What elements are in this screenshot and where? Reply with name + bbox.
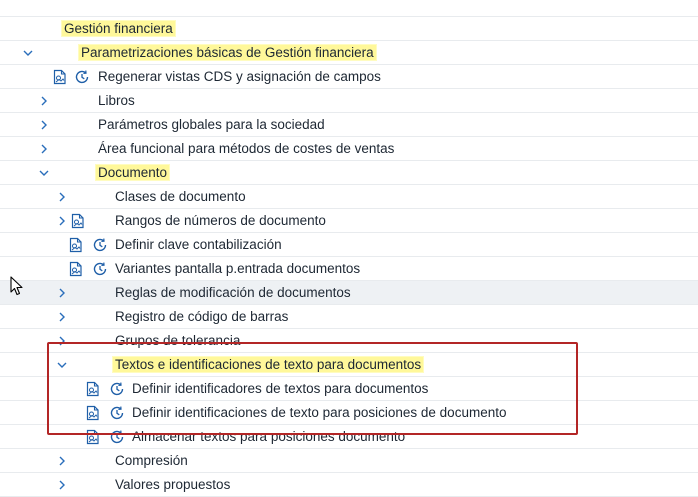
tree-node-label[interactable] (64, 17, 176, 41)
tree-node-text: Clases de documento (115, 189, 246, 204)
img-document-icon[interactable] (85, 381, 101, 397)
tree-row[interactable] (0, 233, 698, 257)
tree-node-text: Textos e identificaciones de texto para documentos (112, 356, 424, 373)
tree-node-text: Definir identificadores de textos para documentos (132, 381, 429, 396)
tree-node-text: Rangos de números de documento (115, 213, 326, 228)
chevron-down-icon[interactable] (54, 353, 70, 377)
tree-row[interactable] (0, 89, 698, 113)
tree-row[interactable] (0, 41, 698, 65)
tree-node-label[interactable] (115, 329, 240, 353)
img-document-icon[interactable] (85, 405, 101, 421)
tree-row[interactable] (0, 257, 698, 281)
tree-node-text: Reglas de modificación de documentos (115, 285, 351, 300)
tree-node-label[interactable] (115, 449, 188, 473)
tree-row[interactable] (0, 209, 698, 233)
tree-row[interactable] (0, 425, 698, 449)
chevron-right-icon[interactable] (36, 89, 52, 113)
img-document-icon[interactable] (70, 213, 86, 229)
tree-row[interactable] (0, 0, 698, 17)
chevron-down-icon[interactable] (20, 41, 36, 65)
tree-row[interactable] (0, 305, 698, 329)
tree-node-text: Documento (95, 164, 170, 181)
tree-node-label[interactable] (132, 401, 506, 425)
chevron-right-icon[interactable] (54, 209, 70, 233)
clock-activity-icon[interactable] (109, 429, 125, 445)
tree-row[interactable] (0, 137, 698, 161)
img-document-icon[interactable] (52, 69, 68, 85)
tree-node-label[interactable] (115, 257, 360, 281)
tree-node-text: Valores propuestos (115, 477, 231, 492)
tree-node-label[interactable] (115, 233, 282, 257)
tree-row[interactable] (0, 329, 698, 353)
tree-row[interactable] (0, 401, 698, 425)
chevron-right-icon[interactable] (54, 449, 70, 473)
tree-node-text: Grupos de tolerancia (115, 333, 241, 348)
chevron-right-icon[interactable] (54, 473, 70, 497)
tree-node-label[interactable] (98, 89, 135, 113)
img-document-icon[interactable] (85, 429, 101, 445)
tree-row[interactable] (0, 377, 698, 401)
tree-node-label[interactable] (132, 425, 405, 449)
mouse-pointer-icon (10, 276, 24, 296)
tree-row[interactable] (0, 473, 698, 497)
chevron-right-icon[interactable] (54, 329, 70, 353)
img-document-icon[interactable] (68, 237, 84, 253)
chevron-right-icon[interactable] (54, 185, 70, 209)
tree-node-text: Almacenar textos para posiciones documento (132, 429, 406, 444)
tree-node-label[interactable] (98, 137, 394, 161)
tree-node-label[interactable] (98, 161, 170, 185)
tree-node-text: Variantes pantalla p.entrada documentos (115, 261, 361, 276)
tree-node-label[interactable] (81, 41, 377, 65)
tree-row[interactable] (0, 281, 698, 305)
chevron-right-icon[interactable] (54, 281, 70, 305)
tree-node-label[interactable] (115, 305, 288, 329)
tree-node-text: Definir clave contabilización (115, 237, 282, 252)
tree-node-text: Registro de código de barras (115, 309, 289, 324)
tree-node-text: Libros (98, 93, 135, 108)
clock-activity-icon[interactable] (109, 381, 125, 397)
clock-activity-icon[interactable] (92, 261, 108, 277)
tree-node-text: Gestión financiera (61, 20, 176, 37)
chevron-right-icon[interactable] (36, 113, 52, 137)
tree-row[interactable] (0, 161, 698, 185)
clock-activity-icon[interactable] (109, 405, 125, 421)
tree-row[interactable] (0, 449, 698, 473)
tree-node-text: Regenerar vistas CDS y asignación de campos (98, 69, 381, 84)
tree-node-label[interactable] (98, 113, 325, 137)
chevron-right-icon[interactable] (54, 305, 70, 329)
tree-node-text: Parámetros globales para la sociedad (98, 117, 325, 132)
chevron-right-icon[interactable] (36, 137, 52, 161)
tree-node-text: Compresión (115, 453, 188, 468)
tree-node-text: Definir identificaciones de texto para posiciones de documento (132, 405, 507, 420)
tree-node-text: Parametrizaciones básicas de Gestión financiera (78, 44, 377, 61)
tree-node-text: Área funcional para métodos de costes de ventas (98, 141, 395, 156)
chevron-down-icon[interactable] (36, 161, 52, 185)
tree-row[interactable] (0, 185, 698, 209)
img-document-icon[interactable] (68, 261, 84, 277)
clock-activity-icon[interactable] (92, 237, 108, 253)
tree-row[interactable] (0, 353, 698, 377)
tree-row[interactable] (0, 113, 698, 137)
tree-node-label[interactable] (115, 353, 424, 377)
tree-node-label[interactable] (115, 281, 351, 305)
tree-node-label[interactable] (132, 377, 428, 401)
clock-activity-icon[interactable] (74, 69, 90, 85)
tree-node-label[interactable] (115, 473, 230, 497)
tree-row[interactable] (0, 65, 698, 89)
tree-node-label[interactable] (115, 209, 326, 233)
tree-node-label[interactable] (98, 65, 381, 89)
tree-node-label[interactable] (115, 185, 246, 209)
tree-row[interactable] (0, 17, 698, 41)
